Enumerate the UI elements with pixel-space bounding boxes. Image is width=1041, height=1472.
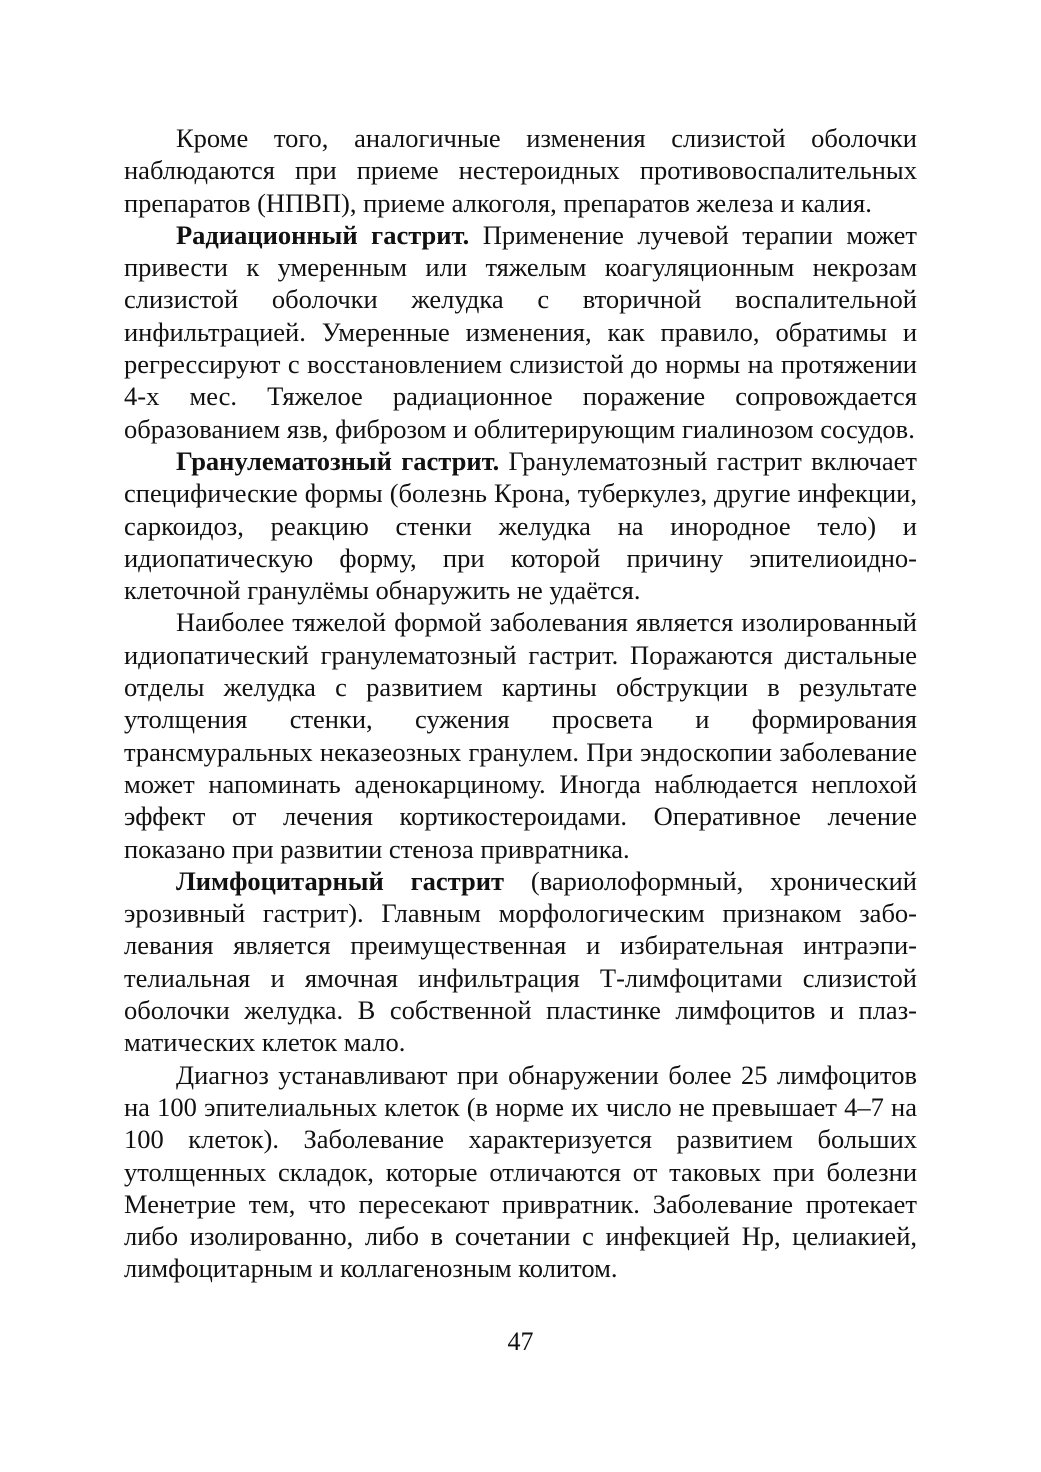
paragraph-lead: Гранулематозный гастрит. [176,445,500,476]
paragraph-text: (вариолоформный, хронический эрозивный гастрит). Главным морфологическим признаком заболевания является преимущественная и избирательная интраэпителиальная и ямочная инфильтрация Т-лимфоцитами слизистой оболочки желудка. В собственной пластинке лимфоцитов и плазматических клеток мало. [124,865,917,1058]
paragraph-lymphocytic-gastritis [124,865,917,1059]
paragraph-lead: Радиационный гастрит. [176,219,470,250]
paragraph-diagnosis [124,1059,917,1285]
paragraph-granulomatous-gastritis [124,445,917,606]
paragraph-mucosa-changes [124,122,917,219]
paragraph-text: Гранулематозный гастрит включает специфические формы (болезнь Крона, туберкулез, другие инфекции, саркоидоз, реакцию стенки желудка на инородное тело) и идиопатическую форму, при которой причину эпителиоидно-клеточной гранулёмы обнаружить не удаётся. [124,445,918,606]
paragraph-text: Применение лучевой терапии может привести к умеренным или тяжелым коагуляционным некрозам слизистой оболочки желудка с вторичной воспалительной инфильтрацией. Умеренные изменения, как правило, обратимы и регрессируют с восстановлением слизистой до нормы на протяжении 4-х мес. Тяжелое радиационное поражение сопровождается образованием язв, фиброзом и облитерирующим гиалинозом сосудов. [124,219,918,444]
paragraph-text: Кроме того, аналогичные изменения слизистой оболочки наблюдаются при приеме нестероидных противовоспалительных препаратов (НПВП), приеме алкоголя, препаратов железа и калия. [124,123,917,218]
paragraph-lead: Лимфоцитарный гастрит [176,865,505,896]
page-body [124,122,917,1285]
paragraph-text: Диагноз устанавливают при обнаружении более 25 лимфоцитов на 100 эпителиальных клеток (в норме их число не превышает 4–7 на 100 клеток). Заболевание характеризуется развитием больших утолщенных складок, которые отличаются от таковых при болезни Менетрие тем, что пересекают привратник. Заболевание протекает либо изолированно, либо в сочетании с инфекцией Нр, целиакией, лимфоцитарным и коллагенозным колитом. [124,1059,917,1284]
page-number: 47 [507,1327,534,1356]
paragraph-radiation-gastritis [124,219,917,445]
paragraph-text: Наиболее тяжелой формой заболевания является изолированный идиопатический гранулематозный гастрит. Поражаются дистальные отделы желудка с развитием картины обструкции в результате утолщения стенки, сужения просвета и формирования трансмуральных неказеозных гранулем. При эндоскопии заболевание может напоминать аденокарциному. Иногда наблюдается неплохой эффект от лечения кортикостероидами. Оперативное лечение показано при развитии стеноза привратника. [124,607,917,864]
paragraph-isolated-granulomatous [124,606,917,864]
